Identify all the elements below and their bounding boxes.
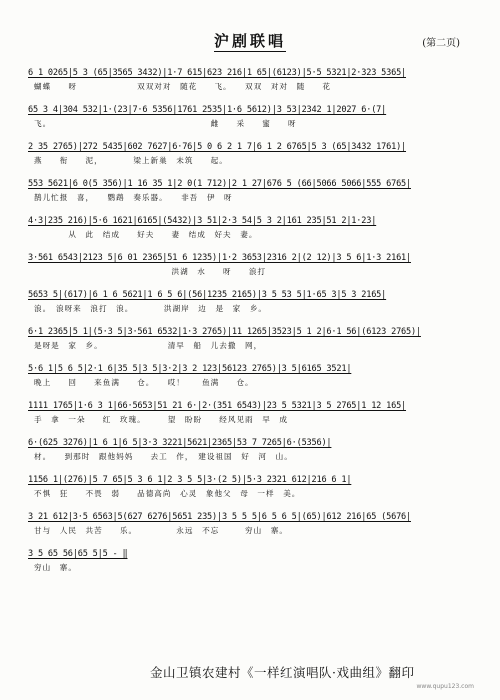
notation: 5·6 1|5 6 5|2·1 6|35 5|3 5|3·2|3 2 123|56123 2765)|3 5|6165 3521| <box>28 364 352 374</box>
score-line <box>28 364 473 401</box>
lyric: 洪湖 水 呀 浪打 <box>34 267 267 276</box>
footer-credit: 金山卫镇农建村《一样红演唱队·戏曲组》翻印 <box>150 665 415 680</box>
notation: 1111 1765|1·6 3 1|66·5653|51 21 6·|2·(351 6543)|23 5 5321|3 5 2765|1 12 165| <box>28 401 407 411</box>
notation: 2 35 2765)|272 5435|602 7627|6·76|5 0 6 2 1 7|6 1 2 6765|5 3 (65|3432 1761)| <box>28 142 407 152</box>
score-line <box>28 142 473 179</box>
lyric: 甘与 人民 共苦 乐。 永远 不忘 穷山 寨。 <box>34 526 289 535</box>
score-lines <box>28 68 473 586</box>
lyric: 晚上 回 来鱼满 仓。 哎！ 鱼满 仓。 <box>34 378 254 387</box>
watermark: www.qupu123.com <box>416 683 474 690</box>
notation: 5653 5|(617)|6 1 6 5621|1 6 5 6|(56|1235 2165)|3 5 53 5|1·65 3|5 3 2165| <box>28 290 387 300</box>
lyric: 燕 衔 泥， 梁上新巢 未筑 起。 <box>34 156 228 165</box>
lyric: 蝴蝶 呀 双双对对 随花 飞。 双双 对对 随 花 <box>34 82 331 91</box>
lyric: 手 拿 一朵 红 玫瑰。 望 盼盼 经风见雨 早 成 <box>34 415 289 424</box>
notation: 3 21 612|3·5 6563|5(627 6276|5651 235)|3 5 5 5|6 5 6 5|(65)|612 216|65 (5676| <box>28 512 411 522</box>
score-line <box>28 179 473 216</box>
score-line <box>28 68 473 105</box>
score-line <box>28 216 473 253</box>
lyric: 穷山 寨。 <box>34 563 77 572</box>
score-line <box>28 327 473 364</box>
lyric: 鹊儿忙报 喜， 鹦鹉 奏乐器。 非吾 伊 呀 <box>34 193 233 202</box>
lyric: 是呀是 家 乡。 清早 船 儿去撒 网， <box>34 341 263 350</box>
score-line <box>28 253 473 290</box>
notation: 3·561 6543|2123 5|6 01 2365|51 6 1235)|1·2 3653|2316 2|(2 12)|3 5 6|1·3 2161| <box>28 253 411 263</box>
lyric: 不惧 狂 不畏 弱 品德高尚 心灵 象他父 母 一样 美。 <box>34 489 301 498</box>
lyric: 材。 到那时 跟他妈妈 去工 作， 建设祖国 好 河 山。 <box>34 452 293 461</box>
notation: 6·(625 3276)|1 6 1|6 5|3·3 3221|5621|2365|53 7 7265|6·(5356)| <box>28 438 332 448</box>
score-line <box>28 549 473 586</box>
score-line <box>28 290 473 327</box>
lyric: 从 此 结成 好夫 妻 结成 好夫 妻。 <box>34 230 258 239</box>
score-line <box>28 438 473 475</box>
notation: 1156 1|(276)|5 7 65|5 3 6 1|2 3 5 5|3·(2 5)|5·3 2321 612|216 6 1| <box>28 475 352 485</box>
score-line <box>28 401 473 438</box>
notation: 3 5 65 56|65 5|5 - ‖ <box>28 549 128 559</box>
notation: 6·1 2365|5 1|(5·3 5|3·561 6532|1·3 2765)|11 1265|3523|5 1 2|6·1 56|(6123 2765)| <box>28 327 421 337</box>
notation: 553 5621|6 0(5 356)|1 16 35 1|2 0(1 712)|2 1 27|676 5 (66|5066 5066|555 6765| <box>28 179 411 189</box>
score-line <box>28 512 473 549</box>
score-line <box>28 105 473 142</box>
page-number: (第二页) <box>422 38 460 49</box>
score-line <box>28 475 473 512</box>
lyric: 浪。 浪呀来 浪打 浪。 洪湖岸 边 是 家 乡。 <box>34 304 268 313</box>
notation: 65 3 4|304 532|1·(23|7·6 5356|1761 2535|1·6 5612)|3 53|2342 1|2027 6·(7| <box>28 105 387 115</box>
lyric: 飞。 雌 采 蜜 呀 <box>34 119 297 128</box>
page-title: 沪剧联唱 <box>213 32 286 50</box>
notation: 6 1 0265|5 3 (65|3565 3432)|1·7 615|623 216|1 65|(6123)|5·5 5321|2·323 5365| <box>28 68 407 78</box>
notation: 4·3|235 216)|5·6 1621|6165|(5432)|3 51|2·3 54|5 3 2|161 235|51 2|1·23| <box>28 216 377 226</box>
